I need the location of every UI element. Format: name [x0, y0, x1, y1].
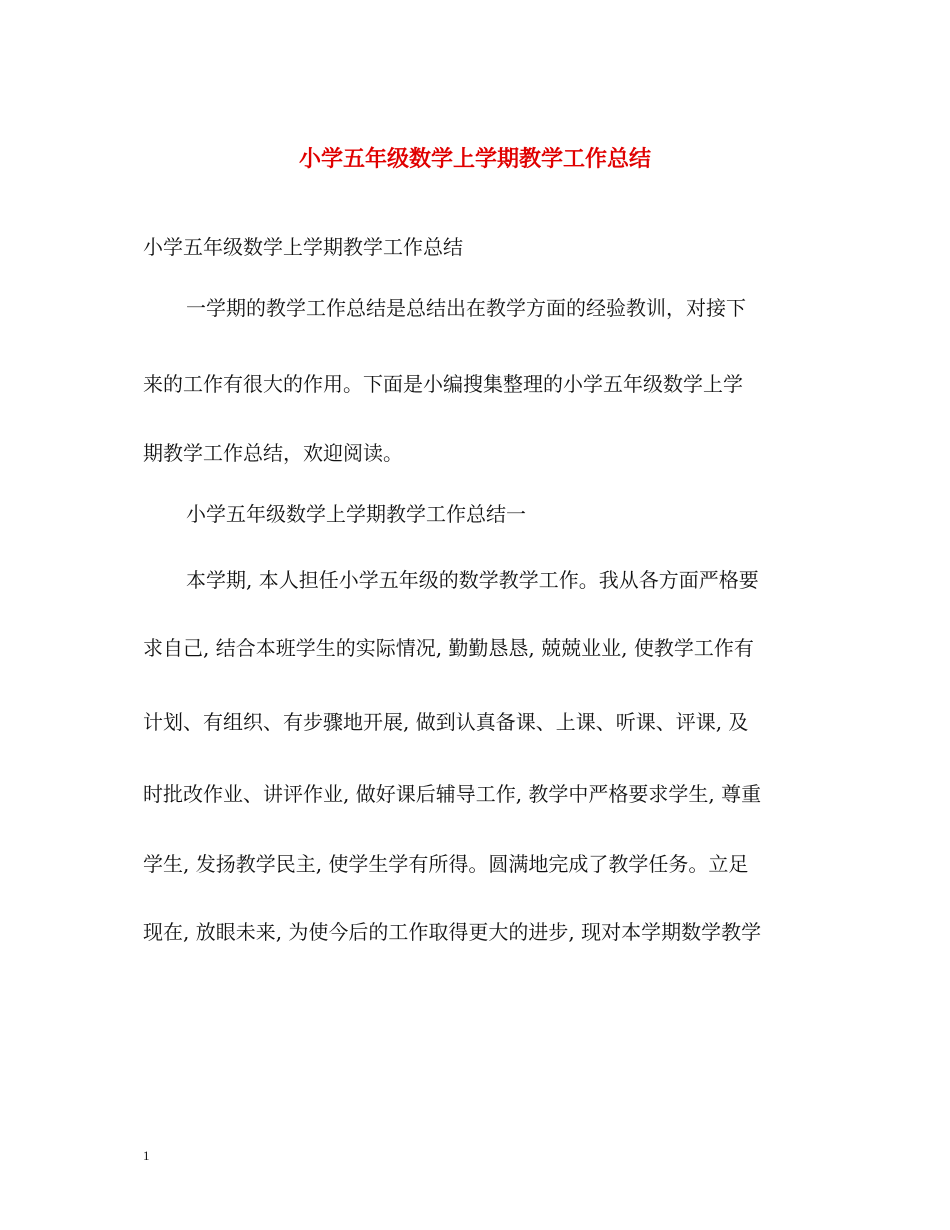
- subtitle-line: 小学五年级数学上学期教学工作总结: [143, 235, 463, 259]
- paragraph-line: 现在, 放眼未来, 为使今后的工作取得更大的进步, 现对本学期数学教学: [143, 920, 762, 944]
- section-heading: 小学五年级数学上学期教学工作总结一: [186, 502, 526, 526]
- paragraph-line: 期教学工作总结，欢迎阅读。: [143, 441, 403, 465]
- document-title: 小学五年级数学上学期教学工作总结: [298, 146, 651, 172]
- paragraph-line: 时批改作业、讲评作业, 做好课后辅导工作, 教学中严格要求学生, 尊重: [143, 782, 762, 806]
- page-number: 1: [143, 1148, 150, 1163]
- paragraph-line: 来的工作有很大的作用。下面是小编搜集整理的小学五年级数学上学: [143, 372, 743, 396]
- paragraph-line: 计划、有组织、有步骤地开展, 做到认真备课、上课、听课、评课, 及: [143, 710, 749, 734]
- paragraph-line: 学生, 发扬教学民主, 使学生学有所得。圆满地完成了教学任务。立足: [143, 852, 749, 876]
- paragraph-line: 一学期的教学工作总结是总结出在教学方面的经验教训，对接下: [186, 296, 746, 320]
- paragraph-line: 求自己, 结合本班学生的实际情况, 勤勤恳恳, 兢兢业业, 使教学工作有: [143, 636, 754, 660]
- paragraph-line: 本学期, 本人担任小学五年级的数学教学工作。我从各方面严格要: [186, 568, 759, 592]
